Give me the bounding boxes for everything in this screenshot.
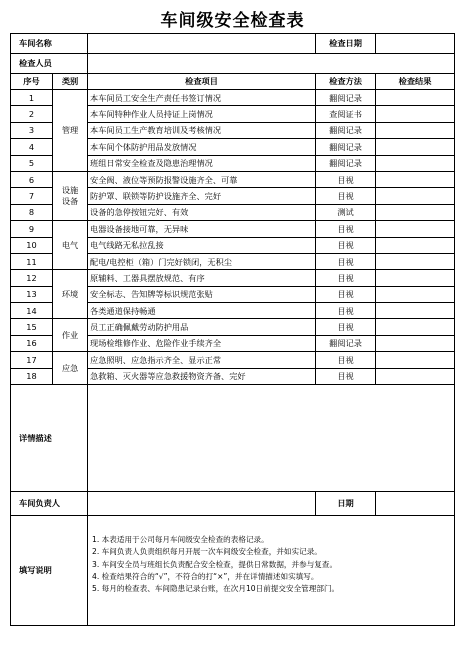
instruction-line: 4. 检查结果符合的“√”，不符合的打“×”，并在详情描述如实填写。 xyxy=(92,571,319,581)
row-result[interactable] xyxy=(376,303,455,319)
row-item: 原辅料、工器具摆放规范、有序 xyxy=(88,270,316,286)
row-method: 目视 xyxy=(316,368,376,384)
column-header-row xyxy=(11,74,455,90)
row-method: 目视 xyxy=(316,253,376,269)
row-method: 查阅证书 xyxy=(316,106,376,122)
check-date-field[interactable] xyxy=(376,34,455,54)
instruction-line: 1. 本表适用于公司每月车间级安全检查的表格记录。 xyxy=(92,535,269,545)
row-result[interactable] xyxy=(376,253,455,269)
row-item: 急救箱、灭火器等应急救援物资齐备、完好 xyxy=(88,368,316,384)
date-field[interactable] xyxy=(376,492,455,516)
row-item: 本车间个体防护用品发放情况 xyxy=(88,139,316,155)
row-method: 翻阅记录 xyxy=(316,155,376,171)
table-row xyxy=(11,270,455,286)
row-no: 13 xyxy=(11,286,53,302)
row-result[interactable] xyxy=(376,204,455,220)
row-item: 各类通道保持畅通 xyxy=(88,303,316,319)
row-result[interactable] xyxy=(376,270,455,286)
row-method: 翻阅记录 xyxy=(316,335,376,351)
row-no: 4 xyxy=(11,139,53,155)
row-no: 9 xyxy=(11,221,53,237)
row-no: 6 xyxy=(11,171,53,187)
category-facility xyxy=(53,171,88,220)
row-result[interactable] xyxy=(376,237,455,253)
form-title: 车间级安全检查表 xyxy=(160,11,305,31)
row-no: 17 xyxy=(11,352,53,368)
row-result[interactable] xyxy=(376,286,455,302)
row-method: 翻阅记录 xyxy=(316,90,376,106)
row-item: 本车间员工安全生产责任书签订情况 xyxy=(88,90,316,106)
row-no: 8 xyxy=(11,204,53,220)
row-result[interactable] xyxy=(376,106,455,122)
table-row xyxy=(11,221,455,237)
row-no: 11 xyxy=(11,253,53,269)
workshop-name-label: 车间名称 xyxy=(11,34,88,54)
row-item: 设备的急停按钮完好、有效 xyxy=(88,204,316,220)
category-facility-line1: 设施 xyxy=(61,184,79,195)
row-item: 班组日常安全检查及隐患治理情况 xyxy=(88,155,316,171)
row-item: 电气线路无私拉乱接 xyxy=(88,237,316,253)
row-method: 翻阅记录 xyxy=(316,122,376,138)
details-field[interactable] xyxy=(88,385,455,492)
row-no: 3 xyxy=(11,122,53,138)
inspector-label: 检查人员 xyxy=(11,54,88,74)
row-method: 目视 xyxy=(316,171,376,187)
row-result[interactable] xyxy=(376,90,455,106)
category-facility-line2: 设备 xyxy=(61,196,79,207)
inspection-table xyxy=(10,33,455,626)
instructions-label: 填写说明 xyxy=(11,516,88,626)
row-result[interactable] xyxy=(376,155,455,171)
row-no: 2 xyxy=(11,106,53,122)
row-item: 员工正确佩戴劳动防护用品 xyxy=(88,319,316,335)
row-method: 目视 xyxy=(316,237,376,253)
col-category: 类别 xyxy=(53,74,88,90)
row-result[interactable] xyxy=(376,335,455,351)
instruction-line: 3. 车间安全员与班组长负责配合安全检查，提供日常数据，并参与复查。 xyxy=(92,559,338,569)
row-item: 应急照明、应急指示齐全、显示正常 xyxy=(88,352,316,368)
row-item: 本车间特种作业人员持证上岗情况 xyxy=(88,106,316,122)
row-method: 目视 xyxy=(316,319,376,335)
table-row xyxy=(11,352,455,368)
category-operation: 作业 xyxy=(53,319,88,352)
row-no: 18 xyxy=(11,368,53,384)
row-no: 12 xyxy=(11,270,53,286)
row-method: 目视 xyxy=(316,352,376,368)
instruction-line: 2. 车间负责人负责组织每月开展一次车间级安全检查，并如实记录。 xyxy=(92,547,322,557)
row-item: 现场检维修作业、危险作业手续齐全 xyxy=(88,335,316,351)
row-result[interactable] xyxy=(376,122,455,138)
instructions-notes xyxy=(88,516,455,626)
category-electric: 电气 xyxy=(53,221,88,270)
row-item: 安全阀、液位等预防报警设施齐全、可靠 xyxy=(88,171,316,187)
row-result[interactable] xyxy=(376,171,455,187)
table-row xyxy=(11,171,455,187)
col-method: 检查方法 xyxy=(316,74,376,90)
table-row xyxy=(11,319,455,335)
col-result: 检查结果 xyxy=(376,74,455,90)
row-result[interactable] xyxy=(376,368,455,384)
row-result[interactable] xyxy=(376,319,455,335)
row-item: 配电/电控柜（箱）门完好锁闭，无积尘 xyxy=(88,253,316,269)
row-item: 本车间员工生产教育培训及考核情况 xyxy=(88,122,316,138)
row-item: 防护罩、联锁等防护设施齐全、完好 xyxy=(88,188,316,204)
col-item: 检查项目 xyxy=(88,74,316,90)
category-emergency: 应急 xyxy=(53,352,88,385)
row-no: 1 xyxy=(11,90,53,106)
row-method: 目视 xyxy=(316,303,376,319)
row-result[interactable] xyxy=(376,139,455,155)
check-date-label: 检查日期 xyxy=(316,34,376,54)
details-label: 详情描述 xyxy=(11,385,88,492)
row-no: 16 xyxy=(11,335,53,351)
row-result[interactable] xyxy=(376,188,455,204)
instruction-line: 5. 每月的检查表、车间隐患记录台账，在次月10日前提交安全管理部门。 xyxy=(92,584,340,594)
category-management: 管理 xyxy=(53,90,88,172)
row-method: 目视 xyxy=(316,270,376,286)
workshop-head-label: 车间负责人 xyxy=(11,492,88,516)
row-method: 目视 xyxy=(316,221,376,237)
table-row xyxy=(11,90,455,106)
row-method: 目视 xyxy=(316,188,376,204)
row-no: 14 xyxy=(11,303,53,319)
row-no: 15 xyxy=(11,319,53,335)
row-item: 电器设备接地可靠，无异味 xyxy=(88,221,316,237)
row-result[interactable] xyxy=(376,221,455,237)
workshop-name-field[interactable] xyxy=(88,34,316,54)
row-method: 目视 xyxy=(316,286,376,302)
row-no: 10 xyxy=(11,237,53,253)
row-no: 5 xyxy=(11,155,53,171)
inspector-field[interactable] xyxy=(88,54,455,74)
col-no: 序号 xyxy=(11,74,53,90)
row-item: 安全标志、告知牌等标识规范张贴 xyxy=(88,286,316,302)
workshop-head-field[interactable] xyxy=(88,492,316,516)
date-label: 日期 xyxy=(316,492,376,516)
row-method: 翻阅记录 xyxy=(316,139,376,155)
row-method: 测试 xyxy=(316,204,376,220)
row-no: 7 xyxy=(11,188,53,204)
row-result[interactable] xyxy=(376,352,455,368)
category-environment: 环境 xyxy=(53,270,88,319)
